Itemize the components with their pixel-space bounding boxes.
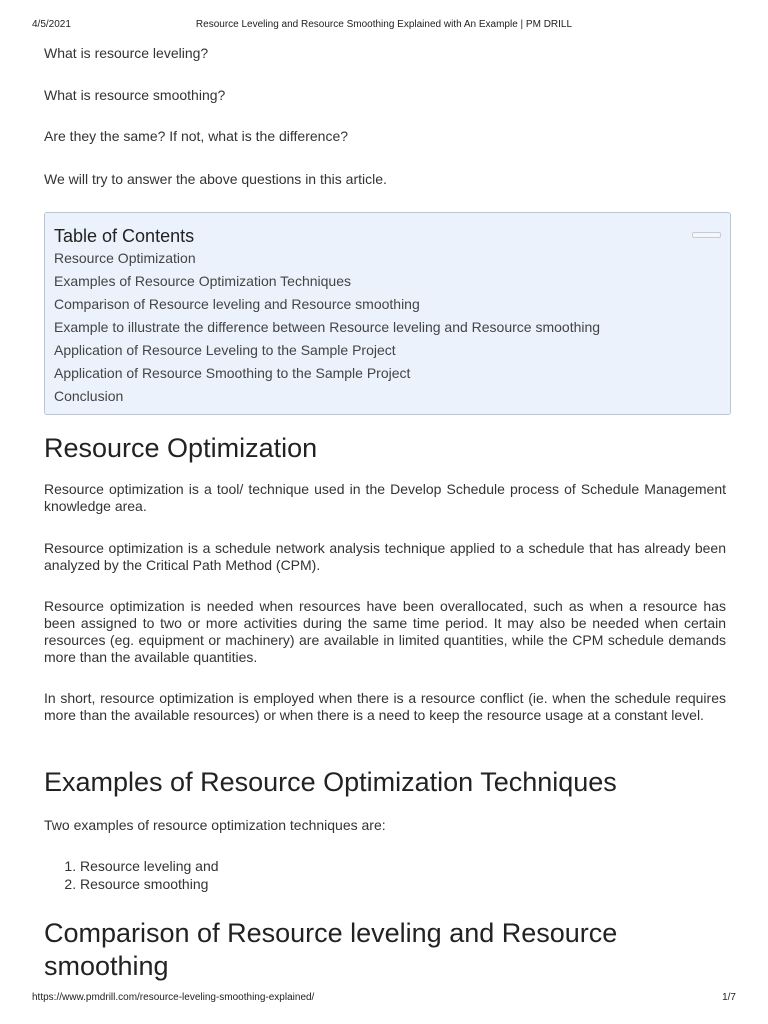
toc-title: Table of Contents bbox=[54, 226, 195, 246]
intro-question-difference: Are they the same? If not, what is the difference? bbox=[44, 128, 349, 144]
print-date: 4/5/2021 bbox=[32, 19, 71, 30]
intro-question-leveling: What is resource leveling? bbox=[44, 45, 209, 61]
heading-resource-optimization: Resource Optimization bbox=[44, 433, 318, 463]
print-url: https://www.pmdrill.com/resource-leveling-smoothing-explained/ bbox=[32, 992, 315, 1003]
print-title: Resource Leveling and Resource Smoothing Explained with An Example | PM DRILL bbox=[195, 19, 573, 30]
toc-link-resource-optimization[interactable]: Resource Optimization bbox=[54, 250, 196, 266]
toc-toggle-button[interactable] bbox=[692, 232, 721, 238]
toc-link-smoothing-application[interactable]: Application of Resource Smoothing to the Sample Project bbox=[54, 365, 411, 381]
intro-statement: We will try to answer the above questions in this article. bbox=[44, 171, 387, 187]
toc-link-examples[interactable]: Examples of Resource Optimization Techniques bbox=[54, 273, 352, 289]
print-header bbox=[32, 19, 736, 33]
list-item: 1. Resource leveling and bbox=[80, 857, 219, 875]
paragraph-overallocation: Resource optimization is needed when resources have been overallocated, such as when a resource has been assigned to two or more activities during the same time period. It may also be needed when certain resources (eg. equipment or machinery) are available in limited quantities, while the CPM schedule demands more than the available quantities. bbox=[44, 598, 726, 665]
list-item: 2. Resource smoothing bbox=[80, 875, 219, 893]
paragraph-examples-intro: Two examples of resource optimization techniques are: bbox=[44, 817, 386, 833]
toc-link-comparison[interactable]: Comparison of Resource leveling and Resource smoothing bbox=[54, 296, 420, 312]
page-number: 1/7 bbox=[722, 992, 736, 1003]
toc-link-conclusion[interactable]: Conclusion bbox=[54, 388, 124, 404]
toc-link-example-difference[interactable]: Example to illustrate the difference between Resource leveling and Resource smoothing bbox=[54, 319, 601, 335]
table-of-contents bbox=[44, 212, 731, 415]
techniques-list bbox=[44, 857, 219, 893]
toc-link-leveling-application[interactable]: Application of Resource Leveling to the Sample Project bbox=[54, 342, 396, 358]
heading-comparison: Comparison of Resource leveling and Resource smoothing bbox=[44, 918, 618, 981]
print-footer bbox=[32, 992, 736, 1006]
paragraph-definition: Resource optimization is a tool/ technique used in the Develop Schedule process of Schedule Management knowledge area. bbox=[44, 481, 726, 514]
paragraph-cpm: Resource optimization is a schedule network analysis technique applied to a schedule that has already been analyzed by the Critical Path Method (CPM). bbox=[44, 540, 726, 573]
intro-question-smoothing: What is resource smoothing? bbox=[44, 87, 226, 103]
paragraph-summary: In short, resource optimization is employed when there is a resource conflict (ie. when the schedule requires more than the available resources) or when there is a need to keep the resource usage at a constant level. bbox=[44, 690, 726, 723]
heading-examples: Examples of Resource Optimization Techniques bbox=[44, 767, 617, 797]
toc-list bbox=[54, 250, 600, 411]
